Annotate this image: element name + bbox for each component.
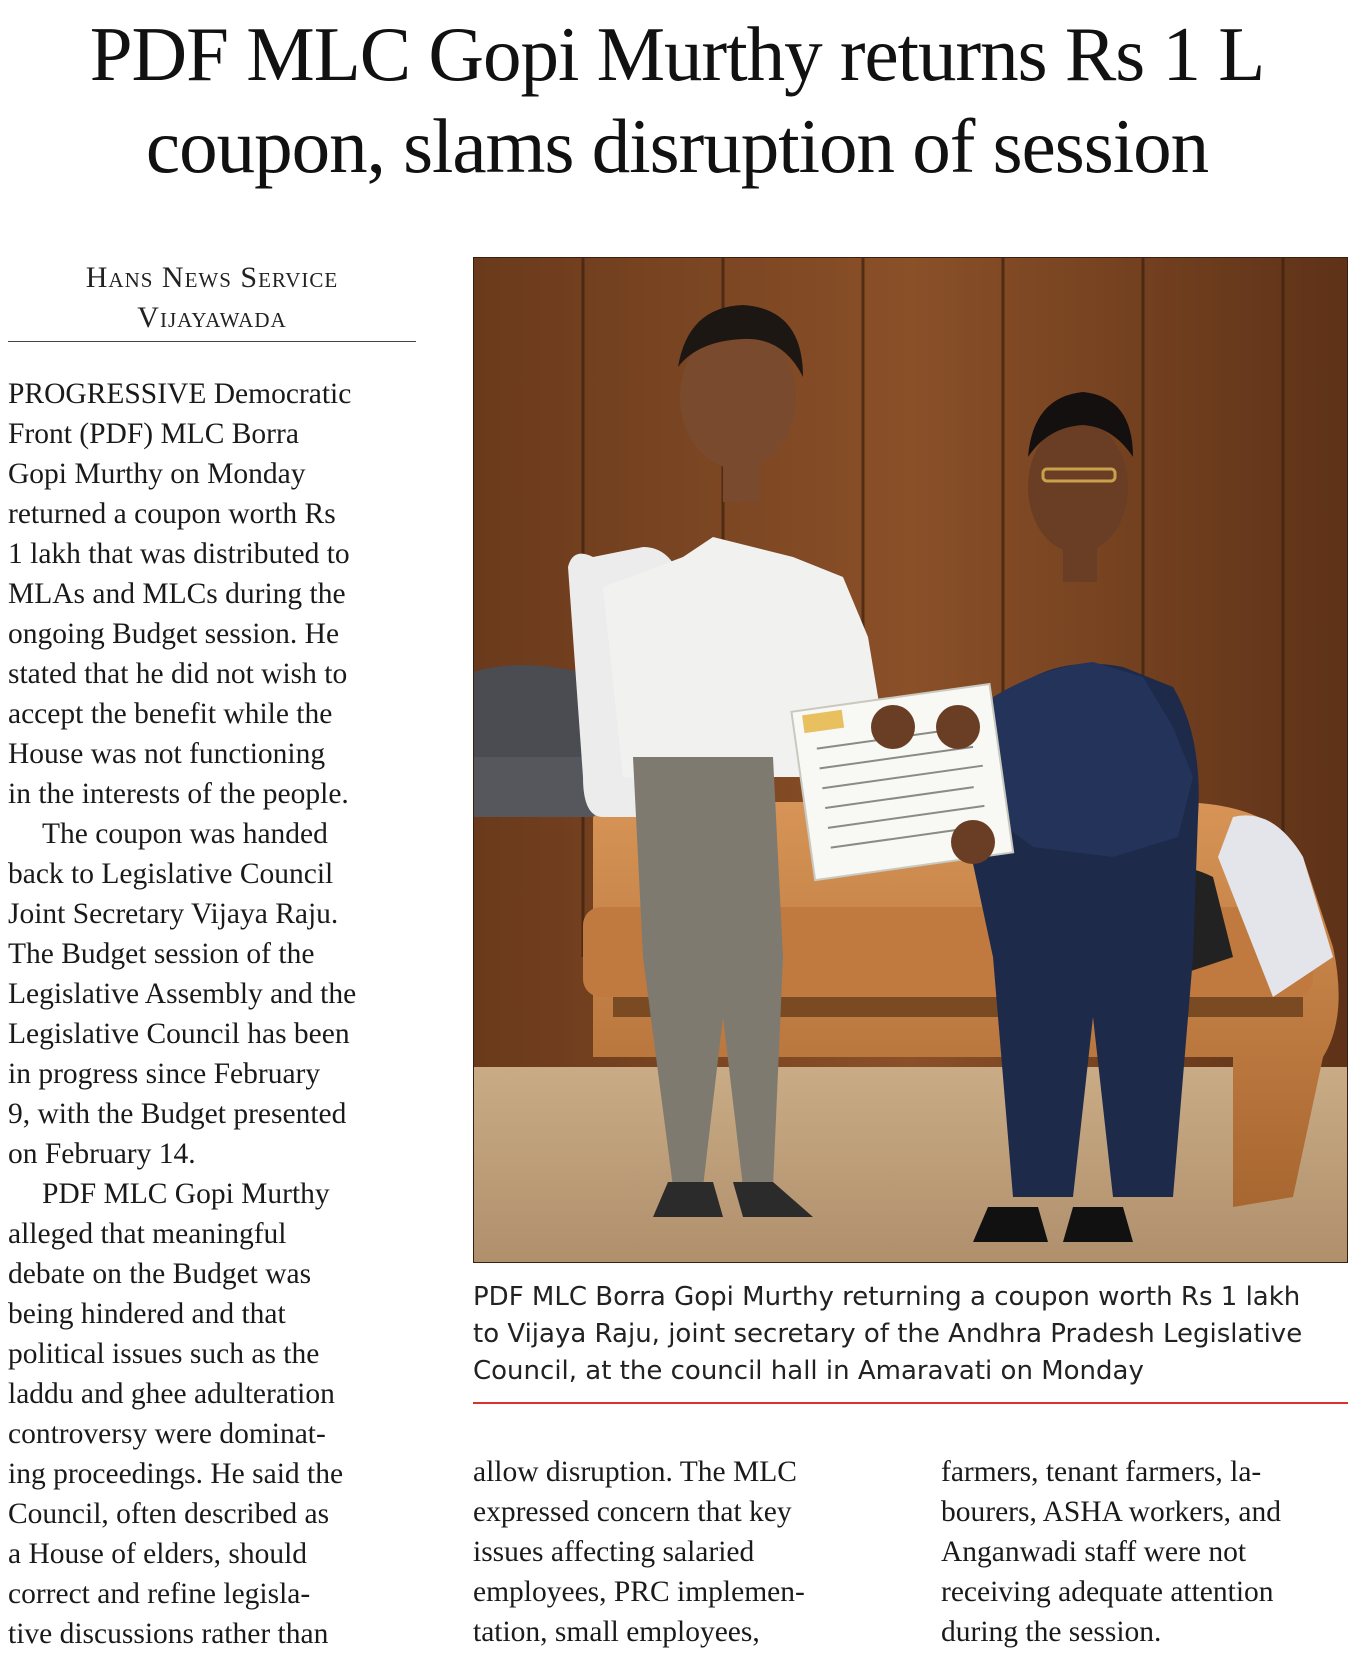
body-line: political issues such as the	[8, 1338, 320, 1370]
headline-line-1: PDF MLC Gopi Murthy returns Rs 1 L	[89, 11, 1265, 97]
body-line: in the interests of the people.	[8, 778, 349, 810]
body-line: on February 14.	[8, 1138, 196, 1170]
article-column-middle	[473, 1452, 883, 1652]
body-line: bourers, ASHA workers, and	[941, 1496, 1282, 1528]
body-line: 9, with the Budget presented	[8, 1098, 347, 1130]
body-line: during the session.	[941, 1616, 1162, 1648]
caption-line: Council, at the council hall in Amaravati on Monday	[473, 1356, 1144, 1386]
body-line: alleged that meaningful	[8, 1218, 287, 1250]
byline-divider	[8, 341, 416, 342]
body-line: laddu and ghee adulteration	[8, 1378, 335, 1410]
article-column-left	[8, 374, 420, 1654]
body-line: stated that he did not wish to	[8, 658, 348, 690]
body-line: Council, often described as	[8, 1498, 330, 1530]
body-line: farmers, tenant farmers, la-	[941, 1456, 1262, 1488]
caption-divider	[473, 1402, 1348, 1404]
body-line: controversy were dominat-	[8, 1418, 326, 1450]
body-line: House was not functioning	[8, 738, 326, 770]
body-line: debate on the Budget was	[8, 1258, 312, 1290]
byline	[8, 258, 416, 338]
body-line: Front (PDF) MLC Borra	[8, 418, 299, 450]
caption-line: PDF MLC Borra Gopi Murthy returning a coupon worth Rs 1 lakh	[473, 1282, 1301, 1312]
body-line: 1 lakh that was distributed to	[8, 538, 350, 570]
body-line: expressed concern that key	[473, 1496, 792, 1528]
body-line: MLAs and MLCs during the	[8, 578, 346, 610]
body-line: Legislative Assembly and the	[8, 978, 357, 1010]
body-line: correct and refine legisla-	[8, 1578, 311, 1610]
headline-line-2: coupon, slams disruption of session	[145, 103, 1209, 189]
body-line: receiving adequate attention	[941, 1576, 1274, 1608]
body-line: back to Legislative Council	[8, 858, 334, 890]
body-line: in progress since February	[8, 1058, 321, 1090]
article-column-right	[941, 1452, 1351, 1652]
body-line: issues affecting salaried	[473, 1536, 755, 1568]
body-line: employees, PRC implemen-	[473, 1576, 805, 1608]
photo-caption	[473, 1279, 1353, 1390]
byline-place: Vijayawada	[137, 301, 287, 334]
body-line: The coupon was handed	[42, 818, 328, 850]
body-line: Legislative Council has been	[8, 1018, 350, 1050]
caption-line: to Vijaya Raju, joint secretary of the Andhra Pradesh Legislative	[473, 1319, 1303, 1349]
body-line: Anganwadi staff were not	[941, 1536, 1247, 1568]
body-line: ing proceedings. He said the	[8, 1458, 344, 1490]
body-line: tive discussions rather than	[8, 1618, 329, 1650]
body-line: Gopi Murthy on Monday	[8, 458, 306, 490]
body-line: ongoing Budget session. He	[8, 618, 340, 650]
body-line: being hindered and that	[8, 1298, 286, 1330]
body-line: returned a coupon worth Rs	[8, 498, 336, 530]
body-line: The Budget session of the	[8, 938, 315, 970]
news-photo	[473, 257, 1348, 1263]
body-line: tation, small employees,	[473, 1616, 760, 1648]
body-line: accept the benefit while the	[8, 698, 333, 730]
body-line: Joint Secretary Vijaya Raju.	[8, 898, 339, 930]
body-line: a House of elders, should	[8, 1538, 308, 1570]
body-line: allow disruption. The MLC	[473, 1456, 797, 1488]
body-line: PDF MLC Gopi Murthy	[42, 1178, 330, 1210]
body-line: PROGRESSIVE Democratic	[8, 378, 352, 410]
byline-agency: Hans News Service	[85, 261, 339, 294]
headline	[0, 8, 1354, 192]
